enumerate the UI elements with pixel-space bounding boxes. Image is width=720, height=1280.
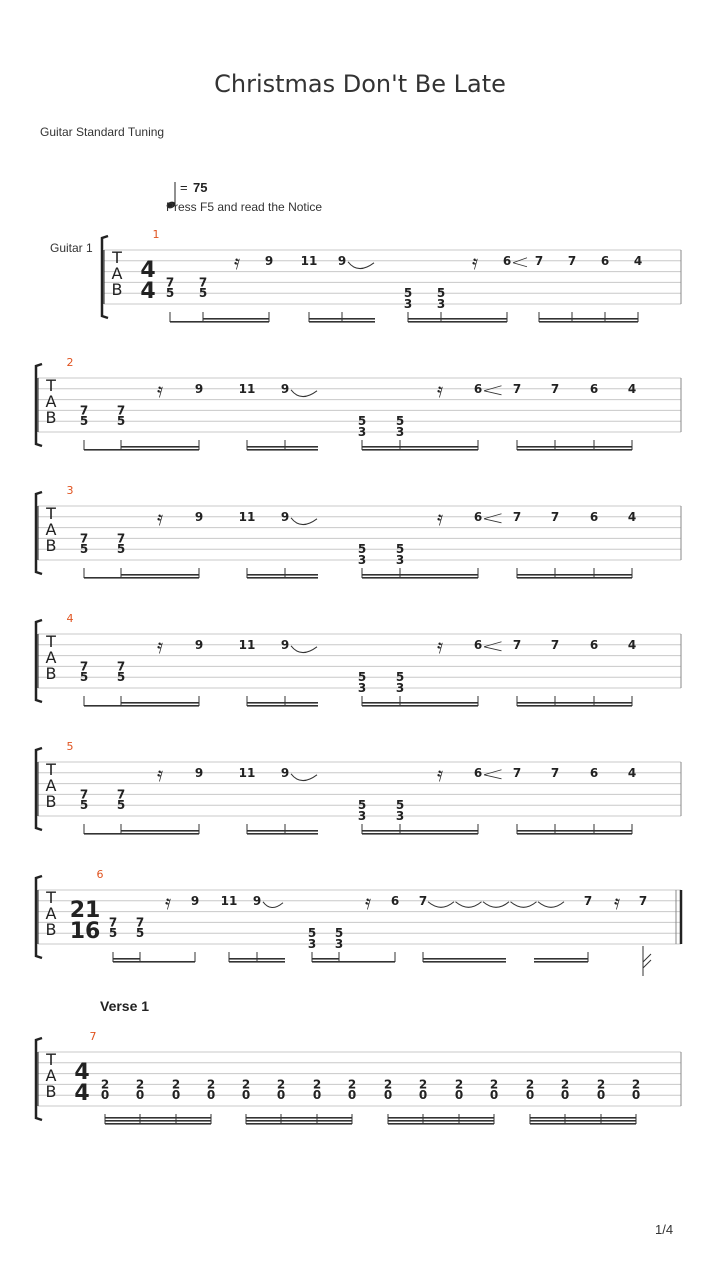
slide-mark <box>484 642 502 651</box>
note-beam <box>247 830 285 832</box>
note-beam <box>113 961 140 963</box>
tab-fret-number: 9 <box>194 509 204 524</box>
sixteenth-rest: 𝄿 <box>156 377 164 402</box>
note-beam <box>312 958 339 960</box>
tab-fret-number: 7 <box>567 253 577 268</box>
note-beam <box>423 961 506 963</box>
flag-stem <box>643 946 651 976</box>
tab-fret-number: 2 <box>560 1077 570 1092</box>
tab-fret-number: 0 <box>171 1088 181 1103</box>
note-beam <box>121 449 199 451</box>
note-beam <box>530 1123 636 1125</box>
tab-fret-number: 6 <box>600 253 610 268</box>
tab-clef-letter: B <box>45 408 57 427</box>
tab-fret-number: 5 <box>395 798 405 813</box>
time-signature-top: 21 <box>69 898 101 923</box>
slide-mark <box>513 258 527 267</box>
tab-fret-number: 7 <box>79 531 89 546</box>
slide-mark <box>484 514 502 523</box>
tab-fret-number: 7 <box>418 893 428 908</box>
note-beam <box>121 577 199 579</box>
note-beam <box>539 318 638 320</box>
song-title: Christmas Don't Be Late <box>214 70 506 98</box>
tab-fret-number: 7 <box>512 765 522 780</box>
tab-clef-letter: T <box>46 1050 56 1069</box>
tab-fret-number: 2 <box>418 1077 428 1092</box>
tab-fret-number: 0 <box>135 1088 145 1103</box>
tab-fret-number: 2 <box>454 1077 464 1092</box>
sixteenth-rest: 𝄿 <box>436 633 444 658</box>
tab-fret-number: 5 <box>165 286 175 301</box>
measure-number: 4 <box>66 612 74 625</box>
tab-fret-number: 4 <box>627 381 637 396</box>
sixteenth-rest: 𝄿 <box>364 889 372 914</box>
tab-fret-number: 9 <box>280 381 290 396</box>
tab-fret-number: 5 <box>357 798 367 813</box>
note-beam <box>423 958 506 960</box>
tab-fret-number: 2 <box>100 1077 110 1092</box>
instrument-name: Guitar 1 <box>50 241 93 255</box>
tab-fret-number: 6 <box>473 509 483 524</box>
tab-fret-number: 3 <box>395 425 405 439</box>
tab-fret-number: 2 <box>347 1077 357 1092</box>
tab-fret-number: 9 <box>280 637 290 652</box>
note-beam <box>362 449 400 451</box>
tab-fret-number: 2 <box>135 1077 145 1092</box>
note-beam <box>121 830 199 832</box>
note-beam <box>121 574 199 576</box>
note-beam <box>285 705 318 707</box>
tab-fret-number: 7 <box>79 787 89 802</box>
slide-mark <box>484 386 502 395</box>
measure-number: 5 <box>66 740 74 753</box>
tab-fret-number: 7 <box>550 381 560 396</box>
tab-fret-number: 0 <box>383 1088 393 1103</box>
tab-fret-number: 9 <box>190 893 200 908</box>
sixteenth-rest: 𝄿 <box>436 505 444 530</box>
tab-fret-number: 0 <box>100 1088 110 1103</box>
tab-fret-number: 4 <box>633 253 643 268</box>
tab-fret-number: 2 <box>489 1077 499 1092</box>
note-beam <box>400 702 478 704</box>
sixteenth-rest: 𝄿 <box>156 633 164 658</box>
time-signature-top: 4 <box>140 258 156 283</box>
tab-fret-number: 5 <box>79 414 89 429</box>
tab-clef-letter: A <box>45 776 57 795</box>
note-beam <box>534 961 588 963</box>
note-beam <box>84 705 121 707</box>
note-beam <box>517 833 632 835</box>
tab-clef-letter: B <box>45 1082 57 1101</box>
tab-fret-number: 7 <box>116 531 126 546</box>
tab-fret-number: 7 <box>550 509 560 524</box>
tab-fret-number: 7 <box>512 381 522 396</box>
tab-fret-number: 7 <box>135 915 145 930</box>
sixteenth-rest: 𝄿 <box>436 761 444 786</box>
system-bracket <box>36 876 42 958</box>
tab-fret-number: 5 <box>116 798 126 813</box>
tuning-label: Guitar Standard Tuning <box>40 125 165 139</box>
tab-fret-number: 5 <box>79 798 89 813</box>
tab-clef-letter: A <box>45 904 57 923</box>
note-beam <box>441 318 507 320</box>
tab-clef-letter: T <box>46 632 56 651</box>
tab-fret-number: 11 <box>238 765 256 780</box>
system-bracket <box>36 492 42 574</box>
note-beam <box>388 1120 494 1122</box>
note-beam <box>247 577 285 579</box>
tempo-value: 75 <box>193 180 208 195</box>
tab-fret-number: 6 <box>589 637 599 652</box>
tab-fret-number: 3 <box>357 425 367 439</box>
tab-fret-number: 5 <box>108 926 118 941</box>
time-signature-bottom: 4 <box>140 279 156 304</box>
system-bracket <box>36 620 42 702</box>
sixteenth-rest: 𝄿 <box>156 761 164 786</box>
note-beam <box>285 830 318 832</box>
tab-fret-number: 0 <box>489 1088 499 1103</box>
tab-fret-number: 7 <box>116 659 126 674</box>
tab-fret-number: 3 <box>403 297 413 311</box>
time-signature-top: 4 <box>74 1060 90 1085</box>
note-beam <box>362 833 400 835</box>
tab-fret-number: 9 <box>264 253 274 268</box>
note-beam <box>441 321 507 323</box>
system-bracket <box>36 364 42 446</box>
note-beam <box>534 958 588 960</box>
tab-clef-letter: T <box>46 504 56 523</box>
tie-arc <box>291 390 317 397</box>
note-beam <box>285 577 318 579</box>
tie-arc <box>428 902 454 908</box>
note-beam <box>285 446 318 448</box>
note-beam <box>530 1117 636 1119</box>
tie-arc <box>538 902 564 908</box>
tab-fret-number: 7 <box>108 915 118 930</box>
tab-fret-number: 5 <box>395 542 405 557</box>
tab-fret-number: 3 <box>307 937 317 951</box>
note-beam <box>388 1123 494 1125</box>
tab-fret-number: 4 <box>627 509 637 524</box>
note-beam <box>400 446 478 448</box>
tab-fret-number: 5 <box>357 414 367 429</box>
tab-clef-letter: T <box>46 760 56 779</box>
tab-fret-number: 5 <box>198 286 208 301</box>
note-beam <box>309 318 342 320</box>
tie-arc <box>483 902 509 908</box>
tab-fret-number: 5 <box>116 414 126 429</box>
note-beam <box>342 318 375 320</box>
tab-fret-number: 5 <box>79 670 89 685</box>
note-beam <box>84 833 121 835</box>
note-beam <box>285 574 318 576</box>
tie-arc <box>511 902 537 908</box>
note-beam <box>339 961 395 963</box>
note-beam <box>247 574 285 576</box>
page-number: 1/4 <box>655 1222 674 1237</box>
tab-clef-letter: B <box>45 664 57 683</box>
note-beam <box>400 574 478 576</box>
note-beam <box>246 1120 352 1122</box>
tab-fret-number: 0 <box>631 1088 641 1103</box>
note-beam <box>203 318 269 320</box>
tie-arc <box>456 902 482 908</box>
tab-fret-number: 5 <box>79 542 89 557</box>
tab-fret-number: 0 <box>347 1088 357 1103</box>
sixteenth-rest: 𝄿 <box>471 249 479 274</box>
tab-fret-number: 6 <box>589 381 599 396</box>
tab-fret-number: 7 <box>79 659 89 674</box>
tab-fret-number: 7 <box>512 509 522 524</box>
system-bracket <box>36 1038 42 1120</box>
tab-fret-number: 5 <box>395 670 405 685</box>
tab-fret-number: 0 <box>418 1088 428 1103</box>
note-beam <box>247 833 285 835</box>
tab-fret-number: 6 <box>473 637 483 652</box>
sixteenth-rest: 𝄿 <box>613 889 621 914</box>
tie-arc <box>291 518 317 525</box>
note-beam <box>408 318 441 320</box>
note-beam <box>309 321 342 323</box>
tab-fret-number: 2 <box>525 1077 535 1092</box>
note-beam <box>203 321 269 323</box>
tab-clef-letter: T <box>46 376 56 395</box>
note-beam <box>517 705 632 707</box>
tab-fret-number: 5 <box>395 414 405 429</box>
tab-fret-number: 11 <box>238 381 256 396</box>
note-beam <box>285 833 318 835</box>
tab-fret-number: 7 <box>116 403 126 418</box>
tab-fret-number: 2 <box>171 1077 181 1092</box>
tempo-equals: = <box>180 180 188 195</box>
measure-number: 6 <box>96 868 104 881</box>
note-beam <box>247 446 285 448</box>
tab-clef-letter: B <box>45 792 57 811</box>
note-beam <box>285 702 318 704</box>
note-beam <box>312 961 339 963</box>
tab-fret-number: 2 <box>383 1077 393 1092</box>
tab-fret-number: 6 <box>390 893 400 908</box>
system-bracket <box>36 748 42 830</box>
tab-fret-number: 3 <box>395 809 405 823</box>
tab-fret-number: 5 <box>334 926 344 941</box>
note-beam <box>362 705 400 707</box>
tab-fret-number: 0 <box>312 1088 322 1103</box>
note-beam <box>400 830 478 832</box>
tab-fret-number: 3 <box>357 809 367 823</box>
note-beam <box>517 446 632 448</box>
tab-fret-number: 2 <box>312 1077 322 1092</box>
note-beam <box>539 321 638 323</box>
tab-fret-number: 9 <box>280 765 290 780</box>
note-beam <box>400 449 478 451</box>
note-beam <box>229 958 257 960</box>
tab-clef-letter: T <box>112 248 122 267</box>
tab-fret-number: 11 <box>238 637 256 652</box>
note-beam <box>247 449 285 451</box>
tab-fret-number: 5 <box>307 926 317 941</box>
tab-fret-number: 6 <box>589 765 599 780</box>
tab-fret-number: 11 <box>300 253 318 268</box>
note-beam <box>517 577 632 579</box>
tab-fret-number: 9 <box>252 893 262 908</box>
measure-number: 2 <box>66 356 74 369</box>
tab-fret-number: 2 <box>631 1077 641 1092</box>
note-beam <box>517 574 632 576</box>
note-beam <box>400 577 478 579</box>
tab-fret-number: 9 <box>194 637 204 652</box>
tab-fret-number: 7 <box>550 637 560 652</box>
note-beam <box>388 1117 494 1119</box>
note-beam <box>400 833 478 835</box>
slide-mark <box>484 770 502 779</box>
sixteenth-rest: 𝄿 <box>436 377 444 402</box>
note-beam <box>285 449 318 451</box>
tab-fret-number: 5 <box>116 542 126 557</box>
tab-fret-number: 0 <box>241 1088 251 1103</box>
system-bracket <box>102 236 108 318</box>
section-label: Verse 1 <box>100 998 150 1014</box>
note-beam <box>170 321 203 323</box>
tab-fret-number: 7 <box>550 765 560 780</box>
tab-fret-number: 6 <box>502 253 512 268</box>
time-signature-bottom: 4 <box>74 1081 90 1106</box>
note-beam <box>105 1123 211 1125</box>
note-beam <box>342 321 375 323</box>
note-beam <box>517 702 632 704</box>
tab-fret-number: 7 <box>116 787 126 802</box>
note-beam <box>229 961 257 963</box>
tab-fret-number: 9 <box>337 253 347 268</box>
tie-arc <box>291 774 317 781</box>
tab-clef-letter: T <box>46 888 56 907</box>
sixteenth-rest: 𝄿 <box>164 889 172 914</box>
tab-fret-number: 11 <box>220 893 238 908</box>
note-beam <box>105 1117 211 1119</box>
tab-fret-number: 7 <box>534 253 544 268</box>
tie-arc <box>291 646 317 653</box>
note-beam <box>247 705 285 707</box>
tab-fret-number: 5 <box>357 670 367 685</box>
note-beam <box>362 830 400 832</box>
tab-clef-letter: A <box>45 520 57 539</box>
note-beam <box>140 961 195 963</box>
tab-fret-number: 6 <box>473 381 483 396</box>
tab-fret-number: 3 <box>395 681 405 695</box>
time-signature-bottom: 16 <box>69 919 101 944</box>
note-beam <box>84 577 121 579</box>
tab-fret-number: 3 <box>436 297 446 311</box>
note-beam <box>246 1123 352 1125</box>
note-beam <box>121 702 199 704</box>
tab-fret-number: 0 <box>525 1088 535 1103</box>
tab-fret-number: 9 <box>194 765 204 780</box>
tab-fret-number: 5 <box>403 286 413 301</box>
tab-fret-number: 0 <box>206 1088 216 1103</box>
tab-fret-number: 2 <box>241 1077 251 1092</box>
note-beam <box>121 833 199 835</box>
tab-fret-number: 4 <box>627 637 637 652</box>
tab-fret-number: 0 <box>454 1088 464 1103</box>
tab-clef-letter: A <box>45 1066 57 1085</box>
tab-fret-number: 7 <box>165 275 175 290</box>
tab-fret-number: 2 <box>276 1077 286 1092</box>
notice-text: Press F5 and read the Notice <box>166 200 323 214</box>
note-beam <box>247 702 285 704</box>
tab-fret-number: 0 <box>596 1088 606 1103</box>
tab-fret-number: 5 <box>436 286 446 301</box>
tab-fret-number: 4 <box>627 765 637 780</box>
note-beam <box>517 830 632 832</box>
tab-fret-number: 6 <box>473 765 483 780</box>
tab-fret-number: 7 <box>638 893 648 908</box>
tab-fret-number: 2 <box>206 1077 216 1092</box>
tab-fret-number: 7 <box>79 403 89 418</box>
tab-fret-number: 7 <box>512 637 522 652</box>
tab-fret-number: 6 <box>589 509 599 524</box>
note-beam <box>530 1120 636 1122</box>
tab-fret-number: 0 <box>560 1088 570 1103</box>
tab-clef-letter: B <box>111 280 123 299</box>
note-beam <box>121 705 199 707</box>
measure-number: 1 <box>152 228 160 241</box>
note-beam <box>408 321 441 323</box>
tab-clef-letter: A <box>45 392 57 411</box>
note-beam <box>400 705 478 707</box>
sixteenth-rest: 𝄿 <box>233 249 241 274</box>
note-beam <box>257 961 285 963</box>
note-beam <box>246 1117 352 1119</box>
tab-fret-number: 0 <box>276 1088 286 1103</box>
tab-fret-number: 5 <box>135 926 145 941</box>
tab-fret-number: 3 <box>357 681 367 695</box>
note-beam <box>84 449 121 451</box>
note-beam <box>362 446 400 448</box>
measure-number: 7 <box>89 1030 97 1043</box>
tab-fret-number: 9 <box>194 381 204 396</box>
note-beam <box>362 577 400 579</box>
note-beam <box>362 702 400 704</box>
tab-fret-number: 3 <box>395 553 405 567</box>
tab-fret-number: 3 <box>334 937 344 951</box>
measure-number: 3 <box>66 484 74 497</box>
tab-clef-letter: B <box>45 536 57 555</box>
note-beam <box>362 574 400 576</box>
note-beam <box>121 446 199 448</box>
tab-fret-number: 11 <box>238 509 256 524</box>
note-beam <box>517 449 632 451</box>
note-beam <box>105 1120 211 1122</box>
note-beam <box>113 958 140 960</box>
note-beam <box>257 958 285 960</box>
tie-arc <box>348 262 374 269</box>
tab-fret-number: 5 <box>357 542 367 557</box>
tab-fret-number: 2 <box>596 1077 606 1092</box>
tab-clef-letter: A <box>45 648 57 667</box>
tab-fret-number: 7 <box>583 893 593 908</box>
tab-fret-number: 9 <box>280 509 290 524</box>
sixteenth-rest: 𝄿 <box>156 505 164 530</box>
tab-fret-number: 3 <box>357 553 367 567</box>
tab-clef-letter: B <box>45 920 57 939</box>
tab-fret-number: 5 <box>116 670 126 685</box>
tab-clef-letter: A <box>111 264 123 283</box>
tab-fret-number: 7 <box>198 275 208 290</box>
tie-arc <box>263 902 283 908</box>
